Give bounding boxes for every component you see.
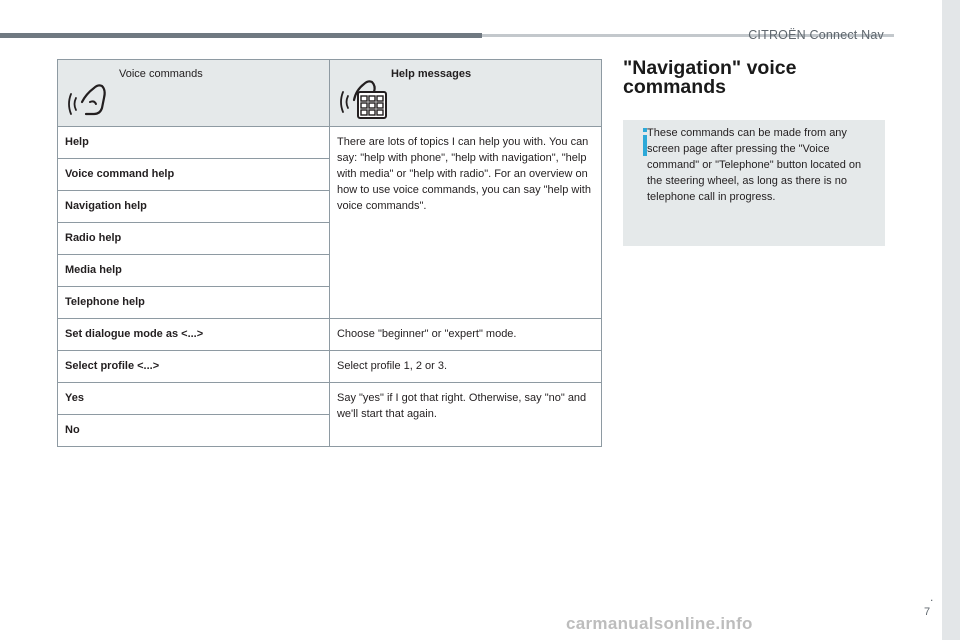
page-side-strip (942, 0, 960, 640)
header-cell-help-messages (329, 60, 601, 127)
page-header-title: CITROËN Connect Nav (748, 28, 884, 42)
header-cell-voice-commands (58, 60, 330, 127)
command-cell: Radio help (58, 223, 330, 255)
info-box (623, 120, 885, 246)
table-row (58, 319, 602, 351)
table-row (58, 127, 602, 159)
header-bar-dark (0, 33, 482, 38)
command-cell: Voice command help (58, 159, 330, 191)
column-header-help-messages: Help messages (390, 68, 472, 80)
response-cell: Choose "beginner" or "expert" mode. (329, 319, 601, 351)
command-cell: Set dialogue mode as <...> (58, 319, 330, 351)
response-cell: Select profile 1, 2 or 3. (329, 351, 601, 383)
response-cell: There are lots of topics I can help you with. You can say: "help with phone", "help with navigation", "help with media" or "help with radio". For an overview on how to use voice commands, you can say "help with voice commands". (329, 127, 601, 319)
table-row (58, 351, 602, 383)
voice-commands-table (57, 59, 602, 447)
command-cell: Navigation help (58, 191, 330, 223)
info-text: These commands can be made from any screen page after pressing the "Voice command" or "Telephone" button located on the steering wheel, as long as there is no telephone call in progress. (647, 127, 862, 203)
info-icon (633, 128, 637, 164)
table-row (58, 383, 602, 415)
table-header-row (58, 60, 602, 127)
command-cell: Media help (58, 255, 330, 287)
corner-mark: . (930, 590, 934, 604)
command-cell: Select profile <...> (58, 351, 330, 383)
watermark: carmanualsonline.info (566, 614, 753, 633)
column-header-voice-commands: Voice commands (119, 68, 203, 80)
command-cell: Telephone help (58, 287, 330, 319)
page-number: 7 (924, 606, 931, 618)
command-cell: Help (58, 127, 330, 159)
command-cell: Yes (58, 383, 330, 415)
voice-command-icon (68, 72, 112, 120)
command-cell: No (58, 415, 330, 447)
help-message-icon (340, 72, 390, 122)
section-heading: "Navigation" voice commands (623, 57, 797, 98)
response-cell: Say "yes" if I got that right. Otherwise, say "no" and we'll start that again. (329, 383, 601, 447)
